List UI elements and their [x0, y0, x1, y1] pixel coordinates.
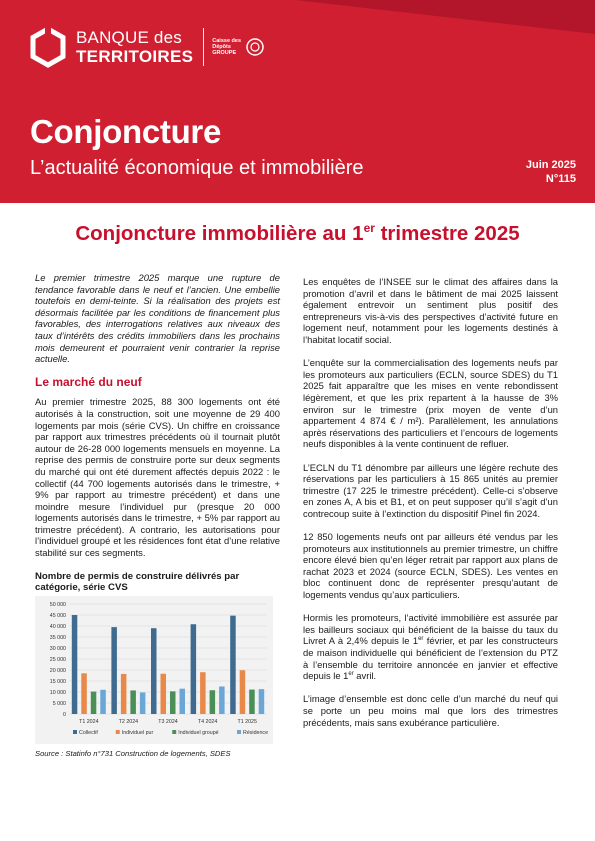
legend-swatch: [116, 730, 120, 734]
bar: [210, 690, 216, 714]
left-column: [35, 272, 280, 759]
p5-part-c: avril.: [353, 670, 377, 682]
legend-label: Résidence: [243, 729, 269, 736]
bar: [161, 674, 167, 714]
publication-title: Conjoncture: [30, 113, 222, 150]
p5-part-a: Hormis les promoteurs, l’activité immobilière est assurée par les bailleurs sociaux qui bénéficient de la baisse du taux du Livret A à 2,4% depuis le 1: [303, 612, 558, 647]
bar: [72, 615, 78, 714]
x-tick-label: T3 2024: [158, 718, 178, 725]
bar: [151, 628, 157, 714]
bar: [91, 691, 97, 713]
y-tick-label: 20 000: [49, 667, 66, 674]
bar: [121, 674, 127, 714]
bar: [219, 686, 225, 714]
brand-line-1: BANQUE des: [76, 28, 182, 47]
p5-sup-1: er: [418, 636, 424, 643]
chart-title: Nombre de permis de construire délivrés par catégorie, série CVS: [35, 570, 240, 594]
article-title-end: trimestre 2025: [374, 222, 520, 245]
y-tick-label: 15 000: [49, 678, 66, 685]
chart-container: [35, 596, 273, 744]
y-tick-label: 25 000: [49, 656, 66, 663]
brand-logo: [28, 26, 264, 68]
permits-bar-chart: [35, 596, 273, 744]
legend-swatch: [73, 730, 77, 734]
y-tick-label: 10 000: [49, 689, 66, 696]
bar: [180, 689, 186, 714]
bar: [170, 691, 176, 714]
paragraph-ecln-prices: L’enquête sur la commercialisation des logements neufs par les promoteurs aux particuliers (ECLN, source SDES) du T1 2025 fait apparaître que les mises en vente rebondissent légèrement, et que les prix repartent à la hausse de 3% environ sur le trimestre (prix moyen de vente d’un appartement 4 874 € / m²). Parallèlement, les annulations après réservations des particuliers et l’encours de logements neufs disponibles à la vente continuent de refluer.: [303, 357, 558, 450]
bar: [81, 673, 87, 714]
y-tick-label: 45 000: [49, 612, 66, 619]
legend-label: Individuel groupé: [178, 729, 219, 736]
partner-emblem-icon: [246, 38, 264, 56]
bar: [111, 627, 117, 714]
partner-name: Caisse des Dépôts GROUPE: [212, 37, 242, 57]
article-title-text: Conjoncture immobilière au 1: [75, 222, 364, 245]
y-tick-label: 30 000: [49, 645, 66, 652]
paragraph-ecln-reservations: L’ECLN du T1 dénombre par ailleurs une légère rechute des réservations par les particuliers à 15 865 unités au premier trimestre (17 225 le trimestre précédent). Celle-ci s’observe en zones A, A bis et B1, et on peut supposer qu’il s’agit d’un contrecoup suite à l’extinction du dispositif Pinel fin 2024.: [303, 461, 558, 519]
paragraph-conclusion: L’image d’ensemble est donc celle d’un marché du neuf qui se porte un peu moins mal que lors des trimestres précédents, mais sans exubérance particulière.: [303, 693, 558, 728]
hexagon-logo-icon: [28, 26, 68, 68]
p5-sup-2: er: [348, 671, 354, 678]
article-title: [0, 222, 595, 246]
y-tick-label: 35 000: [49, 634, 66, 641]
y-tick-label: 5 000: [52, 700, 66, 707]
p5-part-b: février, et par les constructeurs de maison individuelle qui bénéficient de l’extension du PTZ à l’ensemble du territoire annoncée en janvier et effective depuis le 1: [303, 635, 558, 682]
brand-line-2: TERRITOIRES: [76, 47, 194, 66]
paragraph-permits: Au premier trimestre 2025, 88 300 logements ont été autorisés à la construction, soit une moyenne de 29 400 logements par mois (série CVS). Un chiffre en croissance par rapport aux trimestres précédents où il tournait plutôt autour de 26-28 000 logements mensuels en moyenne. La reprise des permis de construire porte sur deux segments du marché qui ont été durement affectés depuis 2022 : le collectif (44 700 logements autorisés dans le trimestre, + 9% par rapport au trimestre précédent) et dans une moindre mesure l’individuel pur (presque 20 000 logements autorisés dans le trimestre, + 5% par rapport au trimestre précédent). A contrario, les autorisations pour l’individuel groupé et les résidences font état d’une relative stabilité sur ces segments.: [35, 396, 280, 559]
publication-subtitle: L’actualité économique et immobilière: [30, 157, 364, 179]
issue-date: Juin 2025: [525, 159, 576, 171]
y-tick-label: 0: [63, 711, 66, 718]
logo-divider: [203, 28, 204, 66]
y-tick-label: 40 000: [49, 623, 66, 630]
legend-label: Collectif: [79, 729, 98, 736]
issue-number: N°115: [545, 173, 576, 186]
bar: [191, 624, 197, 714]
y-tick-label: 50 000: [49, 601, 66, 608]
bar: [249, 689, 255, 713]
bar: [130, 690, 136, 714]
x-tick-label: T1 2024: [79, 718, 99, 725]
paragraph-institutional-sales: 12 850 logements neufs ont par ailleurs été vendus par les promoteurs aux institutionnels au premier trimestre, un chiffre encore élevé bien qu’en léger retrait par rapport aux plans de rachat 2023 et 2024 (source ECLN, SDES). Les ventes en bloc continuent donc de représenter presqu’autant de logements vendus qu’aux particuliers.: [303, 531, 558, 601]
x-tick-label: T2 2024: [118, 718, 139, 725]
intro-paragraph: Le premier trimestre 2025 marque une rupture de tendance favorable dans le neuf et l’ancien. Une embellie toutefois en demi-teinte. Si la réalisation des projets est désormais facilitée par les conditions de financement plus favorables, des interrogations relatives aux niveaux des taux d’intérêts des crédits immobiliers dans les prochains mois demeurent et pourraient venir contrarier la reprise actuelle.: [35, 272, 280, 365]
article-title-sup: er: [363, 221, 375, 236]
x-tick-label: T4 2024: [197, 718, 218, 725]
bar: [259, 689, 265, 714]
paragraph-social-housing: [303, 612, 558, 682]
paragraph-insee: Les enquêtes de l’INSEE sur le climat des affaires dans la promotion d’avril et dans le bâtiment de mai 2025 laissent également entrevoir un sentiment plus positif des entrepreneurs vis-à-vis des perspectives d’activité future en logement neuf, notamment pour les logements destinés à l’habitat locatif social.: [303, 276, 558, 345]
legend-label: Individuel pur: [121, 729, 154, 736]
legend-swatch: [172, 730, 176, 734]
legend-swatch: [237, 730, 241, 734]
bar: [140, 692, 146, 714]
bar: [100, 690, 106, 714]
section-heading: Le marché du neuf: [35, 374, 142, 389]
header-banner: [0, 0, 595, 203]
issue-info: [526, 158, 576, 187]
right-column: [303, 276, 558, 728]
partner-logo: [212, 38, 264, 56]
bar: [200, 672, 206, 714]
bar: [240, 670, 246, 714]
chart-source: Source : Statinfo n°731 Construction de logements, SDES: [35, 748, 231, 758]
x-tick-label: T1 2025: [237, 718, 257, 725]
banner-wedge: [295, 0, 595, 34]
bar: [230, 616, 236, 714]
